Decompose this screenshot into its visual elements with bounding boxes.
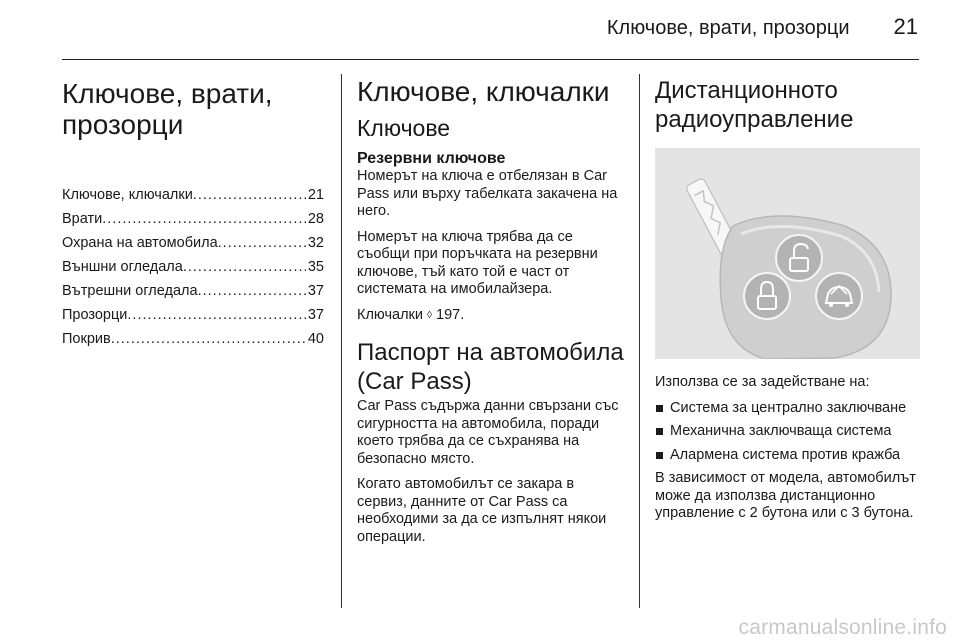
paragraph: Когато автомобилът се закара в сервиз, данните от Car Pass са необходими за да се изпълнят някои операции. xyxy=(357,476,607,545)
bullet-square-icon xyxy=(656,452,663,459)
toc-item-label: Охрана на автомобила xyxy=(62,235,218,251)
toc-leader xyxy=(218,232,306,255)
paragraph: Номерът на ключа трябва да се съобщи при поръчката на резервни ключове, тъй като той е част от системата на имобилайзера. xyxy=(357,228,598,297)
toc-item-page: 40 xyxy=(307,331,324,347)
spare-keys-title: Резервни ключове xyxy=(357,150,506,167)
car-trunk-icon xyxy=(816,273,862,319)
reference-text: Ключалки xyxy=(357,306,423,323)
toc-item-label: Покрив xyxy=(62,331,111,347)
list-item: Механична заключваща система xyxy=(655,423,920,441)
toc-column xyxy=(62,74,324,352)
toc-item[interactable] xyxy=(62,256,324,279)
remote-heading: Дистанционното радиоуправление xyxy=(655,77,854,133)
toc-list xyxy=(62,184,324,351)
toc-item[interactable] xyxy=(62,232,324,255)
subsection-heading: Ключове xyxy=(357,115,451,141)
toc-item-page: 37 xyxy=(307,307,324,323)
paragraph: В зависимост от модела, автомобилът може да използва дистанционно управление с 2 бутона или с 3 бутона. xyxy=(655,470,916,521)
watermark: carmanualsonline.info xyxy=(738,616,947,639)
toc-item-page: 28 xyxy=(307,211,324,227)
toc-item[interactable] xyxy=(62,304,324,327)
bullet-square-icon xyxy=(656,428,663,435)
remote-control-column xyxy=(655,74,920,531)
toc-item-label: Вътрешни огледала xyxy=(62,283,198,299)
toc-leader xyxy=(102,208,306,231)
page-number: 21 xyxy=(893,14,918,39)
toc-item[interactable] xyxy=(62,208,324,231)
function-list xyxy=(655,400,920,465)
toc-leader xyxy=(198,280,306,303)
lock-icon xyxy=(744,273,790,319)
paragraph: Използва се за задействане на: xyxy=(655,374,870,390)
remote-key-illustration xyxy=(655,148,920,359)
keys-column xyxy=(357,74,625,554)
section-heading: Ключове, ключалки xyxy=(357,76,610,107)
toc-item-label: Ключове, ключалки xyxy=(62,187,193,203)
bullet-square-icon xyxy=(656,405,663,412)
cross-reference[interactable] xyxy=(357,307,625,325)
toc-item-page: 37 xyxy=(307,283,324,299)
toc-leader xyxy=(127,304,305,327)
page-header xyxy=(0,14,918,40)
header-title: Ключове, врати, прозорци xyxy=(606,17,850,39)
toc-item-page: 32 xyxy=(307,235,324,251)
toc-item-label: Врати xyxy=(62,211,103,227)
column-divider-2 xyxy=(639,74,640,608)
header-rule xyxy=(62,59,919,60)
reference-page: 197. xyxy=(436,306,465,323)
toc-leader xyxy=(193,184,306,207)
toc-item-page: 21 xyxy=(307,187,324,203)
paragraph: Car Pass съдържа данни свързани със сигурността на автомобила, поради което трябва да се съхранява на безопасно място. xyxy=(357,398,619,467)
column-divider-1 xyxy=(341,74,342,608)
reference-arrow-icon: ◊ xyxy=(427,309,432,321)
toc-item-label: Външни огледала xyxy=(62,259,183,275)
toc-item[interactable] xyxy=(62,328,324,351)
list-item: Система за централно заключване xyxy=(655,400,920,418)
toc-leader xyxy=(183,256,306,279)
list-item: Алармена система против кражба xyxy=(655,447,920,465)
chapter-title: Ключове, врати, прозорци xyxy=(62,78,273,140)
toc-item-label: Прозорци xyxy=(62,307,128,323)
toc-item[interactable] xyxy=(62,184,324,207)
toc-item[interactable] xyxy=(62,280,324,303)
toc-leader xyxy=(111,328,306,351)
paragraph: Номерът на ключа е отбелязан в Car Pass или върху табелката закачена на него. xyxy=(357,168,618,219)
car-pass-heading: Паспорт на автомобила (Car Pass) xyxy=(357,339,624,395)
unlock-icon xyxy=(776,235,822,281)
toc-item-page: 35 xyxy=(307,259,324,275)
